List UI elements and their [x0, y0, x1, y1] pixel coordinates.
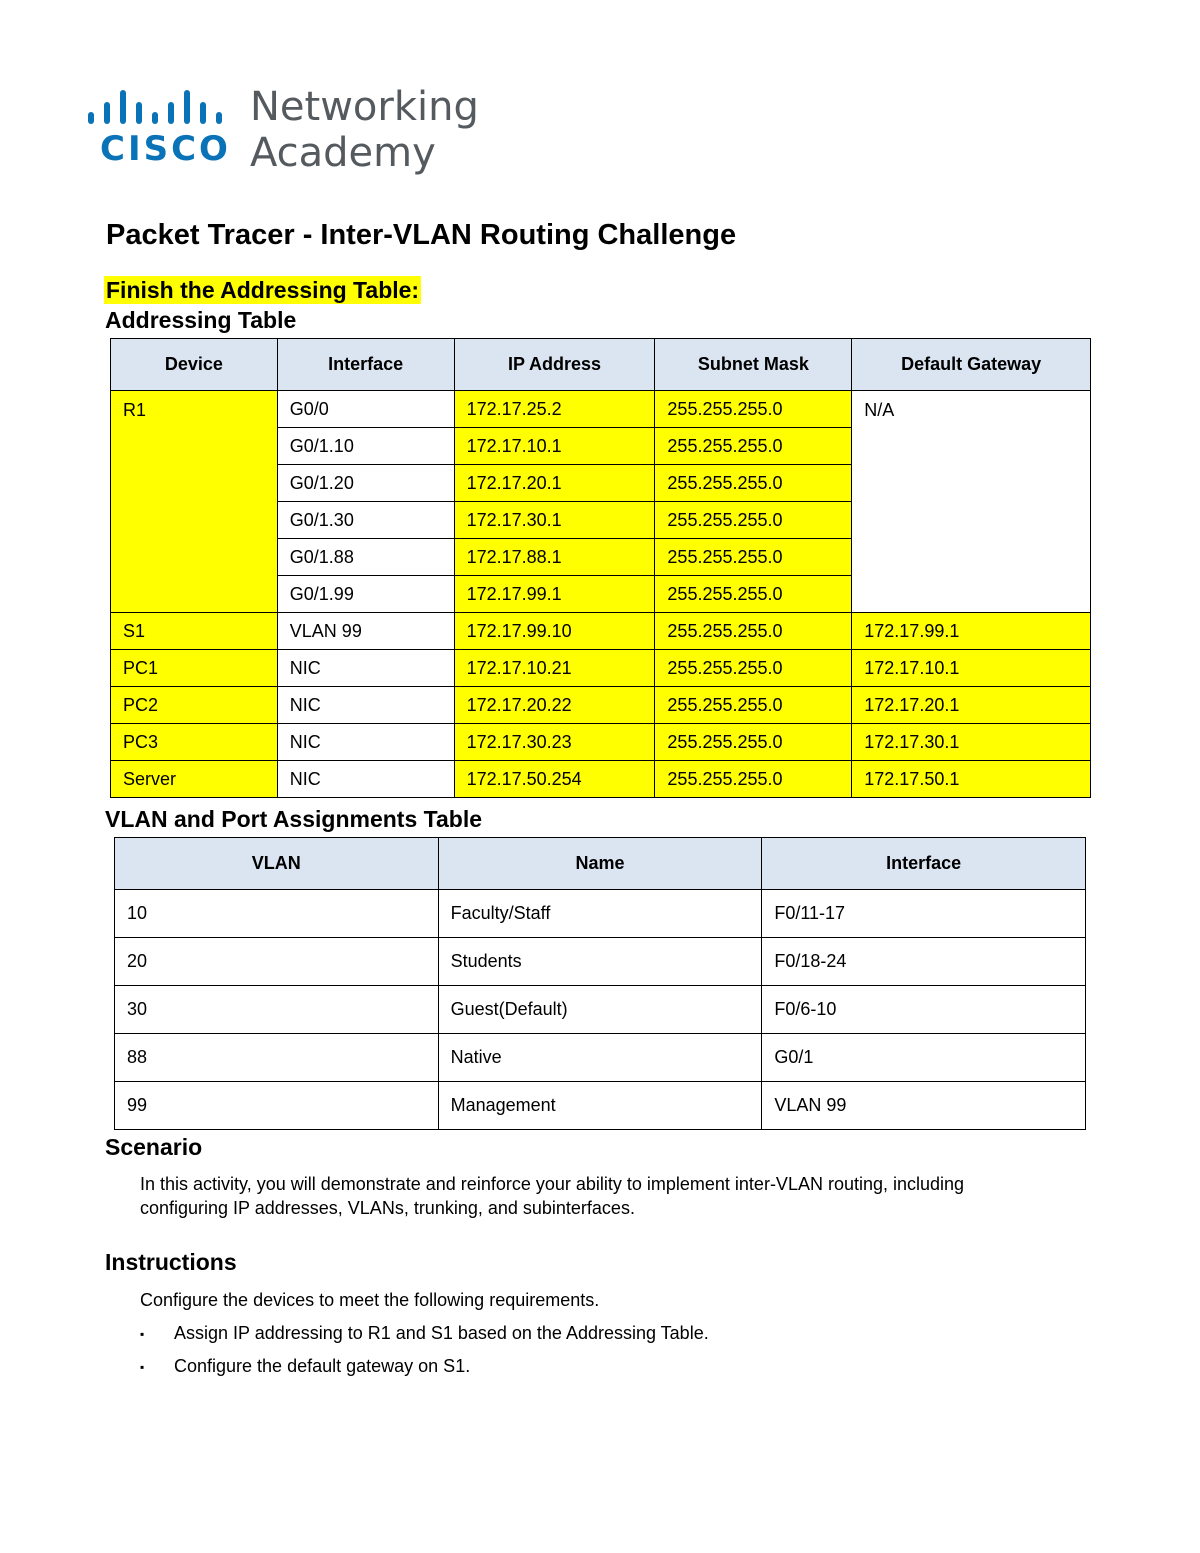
col-header-device: Device [111, 339, 278, 391]
ip-cell: 172.17.99.10 [454, 613, 655, 650]
interface-cell: G0/0 [277, 391, 454, 428]
interface-cell: VLAN 99 [762, 1082, 1086, 1130]
interface-cell: G0/1 [762, 1034, 1086, 1082]
ip-cell: 172.17.88.1 [454, 539, 655, 576]
name-cell: Native [438, 1034, 762, 1082]
finish-table-heading: Finish the Addressing Table: [106, 277, 420, 303]
table-row [115, 1034, 1086, 1082]
instructions-intro: Configure the devices to meet the following requirements. [140, 1290, 600, 1310]
ip-cell: 172.17.99.1 [454, 576, 655, 613]
vlan-port-table [114, 837, 1086, 1130]
table-header-row [115, 838, 1086, 890]
col-header-ip: IP Address [454, 339, 655, 391]
ip-cell: 172.17.50.254 [454, 761, 655, 798]
interface-cell: F0/11-17 [762, 890, 1086, 938]
name-cell: Management [438, 1082, 762, 1130]
vlan-table-heading: VLAN and Port Assignments Table [105, 806, 482, 832]
mask-cell: 255.255.255.0 [655, 539, 852, 576]
device-cell: PC1 [111, 650, 278, 687]
bullet-icon: ▪ [140, 1360, 145, 1375]
interface-cell: NIC [277, 724, 454, 761]
interface-cell: NIC [277, 650, 454, 687]
vlan-cell: 10 [115, 890, 439, 938]
col-header-mask: Subnet Mask [655, 339, 852, 391]
col-header-gateway: Default Gateway [852, 339, 1091, 391]
interface-cell: G0/1.30 [277, 502, 454, 539]
interface-cell: G0/1.88 [277, 539, 454, 576]
interface-cell: VLAN 99 [277, 613, 454, 650]
ip-cell: 172.17.20.22 [454, 687, 655, 724]
list-item [140, 1323, 709, 1344]
ip-cell: 172.17.30.1 [454, 502, 655, 539]
table-row [111, 687, 1091, 724]
addressing-table [110, 338, 1091, 798]
table-row [115, 890, 1086, 938]
ip-cell: 172.17.10.21 [454, 650, 655, 687]
list-item-text: Configure the default gateway on S1. [174, 1356, 471, 1376]
table-row [111, 724, 1091, 761]
interface-cell: F0/18-24 [762, 938, 1086, 986]
table-row [111, 391, 1091, 428]
mask-cell: 255.255.255.0 [655, 687, 852, 724]
mask-cell: 255.255.255.0 [655, 576, 852, 613]
mask-cell: 255.255.255.0 [655, 428, 852, 465]
interface-cell: F0/6-10 [762, 986, 1086, 1034]
name-cell: Students [438, 938, 762, 986]
interface-cell: G0/1.99 [277, 576, 454, 613]
cisco-networking-academy-logo [86, 84, 486, 184]
cisco-wordmark: CISCO [100, 129, 231, 169]
name-cell: Faculty/Staff [438, 890, 762, 938]
instructions-heading: Instructions [105, 1249, 237, 1275]
vlan-cell: 20 [115, 938, 439, 986]
device-cell: R1 [111, 391, 278, 613]
logo-academy-text: Academy [250, 130, 436, 176]
vlan-cell: 30 [115, 986, 439, 1034]
name-cell: Guest(Default) [438, 986, 762, 1034]
table-row [115, 938, 1086, 986]
col-header-interface: Interface [277, 339, 454, 391]
vlan-cell: 88 [115, 1034, 439, 1082]
col-header-interface: Interface [762, 838, 1086, 890]
gateway-cell: 172.17.50.1 [852, 761, 1091, 798]
gateway-cell: 172.17.10.1 [852, 650, 1091, 687]
col-header-vlan: VLAN [115, 838, 439, 890]
gateway-cell: 172.17.30.1 [852, 724, 1091, 761]
mask-cell: 255.255.255.0 [655, 650, 852, 687]
page-title: Packet Tracer - Inter-VLAN Routing Challenge [106, 219, 737, 251]
logo-networking-text: Networking [250, 84, 479, 130]
list-item [140, 1356, 470, 1377]
list-item-text: Assign IP addressing to R1 and S1 based on the Addressing Table. [174, 1323, 709, 1343]
mask-cell: 255.255.255.0 [655, 502, 852, 539]
cisco-bars-icon [86, 88, 236, 128]
gateway-cell: 172.17.20.1 [852, 687, 1091, 724]
ip-cell: 172.17.30.23 [454, 724, 655, 761]
vlan-cell: 99 [115, 1082, 439, 1130]
gateway-cell: N/A [852, 391, 1091, 613]
device-cell: Server [111, 761, 278, 798]
scenario-heading: Scenario [105, 1134, 203, 1160]
addressing-table-heading: Addressing Table [105, 307, 297, 333]
table-row [111, 613, 1091, 650]
scenario-line-1: In this activity, you will demonstrate and reinforce your ability to implement inter-VLAN routing, including [140, 1174, 965, 1194]
interface-cell: G0/1.20 [277, 465, 454, 502]
device-cell: PC3 [111, 724, 278, 761]
gateway-cell: 172.17.99.1 [852, 613, 1091, 650]
mask-cell: 255.255.255.0 [655, 465, 852, 502]
ip-cell: 172.17.25.2 [454, 391, 655, 428]
table-row [111, 650, 1091, 687]
mask-cell: 255.255.255.0 [655, 391, 852, 428]
table-row [111, 761, 1091, 798]
scenario-line-2: configuring IP addresses, VLANs, trunking, and subinterfaces. [140, 1198, 635, 1218]
mask-cell: 255.255.255.0 [655, 761, 852, 798]
device-cell: PC2 [111, 687, 278, 724]
device-cell: S1 [111, 613, 278, 650]
mask-cell: 255.255.255.0 [655, 724, 852, 761]
table-row [115, 1082, 1086, 1130]
interface-cell: G0/1.10 [277, 428, 454, 465]
table-header-row [111, 339, 1091, 391]
col-header-name: Name [438, 838, 762, 890]
ip-cell: 172.17.20.1 [454, 465, 655, 502]
interface-cell: NIC [277, 761, 454, 798]
mask-cell: 255.255.255.0 [655, 613, 852, 650]
bullet-icon: ▪ [140, 1327, 145, 1342]
ip-cell: 172.17.10.1 [454, 428, 655, 465]
table-row [115, 986, 1086, 1034]
interface-cell: NIC [277, 687, 454, 724]
